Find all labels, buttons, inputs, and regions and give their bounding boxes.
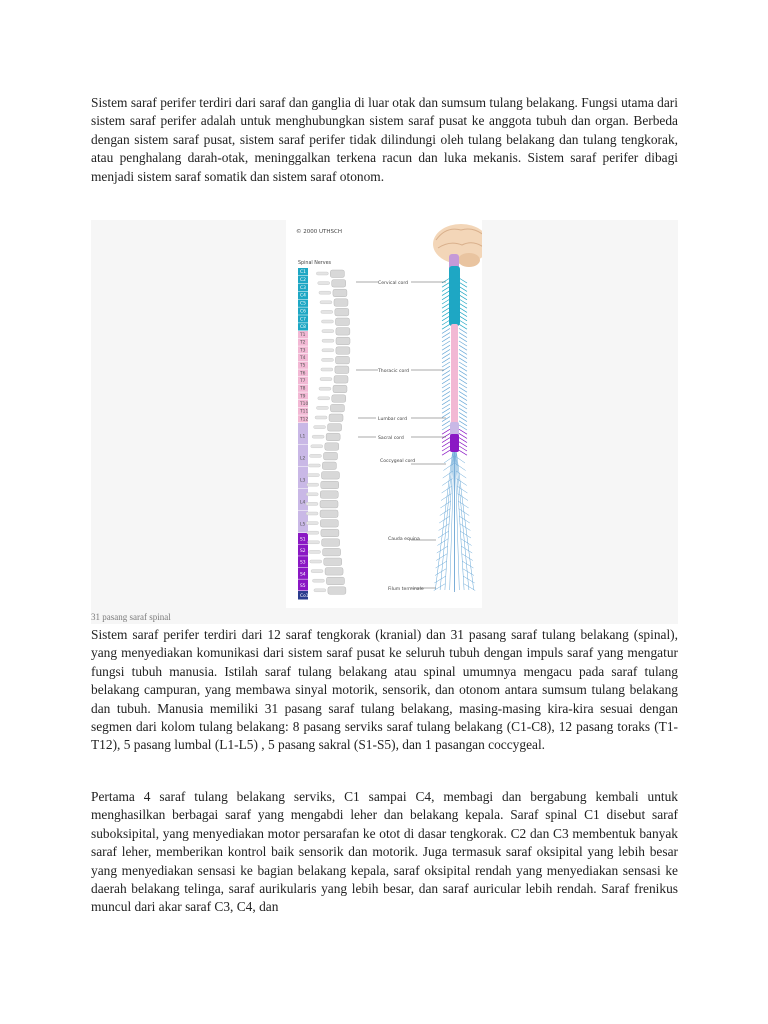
- segment-label-l4: L4: [300, 500, 306, 506]
- segment-label-c5: C5: [300, 301, 306, 307]
- segment-label-l3: L3: [300, 478, 306, 484]
- figure-copyright: © 2000 UTHSCH: [296, 229, 342, 235]
- segment-label-t11: T11: [300, 409, 309, 415]
- paragraph-cervical-nerves: Pertama 4 saraf tulang belakang serviks, C1 sampai C4, membagi dan bergabung kembali untuk menghasilkan berbagai saraf yang mengabdi leher dan belakang kepala. Saraf spinal C1 disebut saraf suboksipital, yang menyediakan motor persarafan ke otot di dasar tengkorak. C2 dan C3 membentuk banyak saraf leher, memberikan kontrol baik sensorik dan motorik. Juga termasuk saraf oksipital yang lebih besar yang menyediakan sensasi ke bagian belakang kepala, saraf oksipital rendah yang menyediakan sensasi ke daerah belakang telinga, saraf aurikularis yang lebih besar, dan saraf auricular lebih rendah. Saraf frenikus muncul dari akar saraf C3, C4, dan: [91, 789, 678, 915]
- spinal-nerves-figure: [286, 220, 482, 608]
- segment-label-c7: C7: [300, 317, 306, 323]
- segment-label-t2: T2: [300, 340, 306, 346]
- vertebral-column: [306, 270, 350, 594]
- spinal-nerves-diagram: [286, 220, 482, 608]
- segment-label-s1: S1: [300, 537, 306, 543]
- segment-label-s4: S4: [300, 572, 306, 578]
- cord-thoracic: [451, 324, 458, 424]
- segment-label-c3: C3: [300, 285, 306, 291]
- segment-label-s5: S5: [300, 583, 306, 589]
- paragraph-spinal-nerves: Sistem saraf perifer terdiri dari 12 saraf tengkorak (kranial) dan 31 pasang saraf tulang belakang (spinal), yang menyediakan komunikasi dari sistem saraf pusat ke seluruh tubuh dengan impuls saraf yang mengatur fungsi tubuh manusia. Istilah saraf tulang belakang atau spinal umumnya mengacu pada saraf tulang belakang campuran, yang membawa sinyal motorik, sensorik, dan otonom antara sumsum tulang belakang dan tubuh. Manusia memiliki 31 pasang saraf tulang belakang, masing-masing kira-kira sesuai dengan segmen dari kolom tulang belakang: 8 pasang serviks saraf tulang belakang (C1-C8), 12 pasang toraks (T1-T12), 5 pasang lumbal (L1-L5) , 5 pasang sakral (S1-S5), dan 1 pasangan coccygeal.: [91, 627, 678, 753]
- segment-label-s3: S3: [300, 560, 306, 566]
- label-thoracic-cord: Thoracic cord: [378, 369, 410, 374]
- segment-label-c1: C1: [300, 270, 306, 276]
- paragraph-intro: Sistem saraf perifer terdiri dari saraf dan ganglia di luar otak dan sumsum tulang belakang. Fungsi utama dari sistem saraf perifer adalah untuk menghubungkan sistem saraf pusat ke anggota tubuh dan organ. Berbeda dengan sistem saraf pusat, sistem saraf perifer tidak dilindungi oleh tulang belakang dan tulang tengkorak, atau penghalang darah-otak, meninggalkan terkena racun dan luka mekanis. Sistem saraf perifer dibagi menjadi sistem saraf somatik dan sistem saraf otonom.: [91, 95, 678, 184]
- segment-label-t7: T7: [300, 378, 306, 384]
- segment-label-t3: T3: [300, 348, 306, 354]
- segment-label-s2: S2: [300, 549, 306, 555]
- segment-label-t5: T5: [300, 363, 306, 369]
- figure-column-header: Spinal Nerves: [298, 261, 332, 266]
- segment-label-l2: L2: [300, 456, 306, 462]
- cord-sacral: [450, 434, 459, 452]
- cord-cervical: [449, 266, 460, 326]
- segment-label-co1: Co1: [300, 593, 309, 599]
- segment-column: [298, 268, 309, 600]
- label-lumbar-cord: Lumbar cord: [378, 417, 408, 422]
- segment-label-c6: C6: [300, 309, 306, 315]
- segment-label-c8: C8: [300, 325, 306, 331]
- segment-label-l5: L5: [300, 522, 306, 528]
- label-cauda-equina: Cauda equina: [388, 537, 420, 542]
- label-sacral-cord: Sacral cord: [378, 436, 404, 441]
- segment-label-l1: L1: [300, 434, 306, 440]
- segment-label-t1: T1: [300, 332, 306, 338]
- figure-caption: 31 pasang saraf spinal: [91, 612, 171, 622]
- label-cervical-cord: Cervical cord: [378, 281, 409, 286]
- label-leaders: [356, 282, 446, 588]
- label-coccygeal-cord: Coccygeal cord: [380, 459, 416, 464]
- brain-illustration: [433, 224, 482, 272]
- segment-label-t8: T8: [300, 386, 306, 392]
- segment-label-t6: T6: [300, 371, 306, 377]
- segment-label-t4: T4: [300, 355, 306, 361]
- segment-label-t12: T12: [300, 417, 309, 423]
- segment-label-t9: T9: [300, 394, 306, 400]
- label-filum-terminale: Filum terminale: [388, 587, 424, 592]
- segment-label-c2: C2: [300, 277, 306, 283]
- segment-label-c4: C4: [300, 293, 306, 299]
- segment-label-t10: T10: [300, 401, 309, 407]
- cord-labels: [377, 280, 424, 592]
- cord-lumbar: [450, 422, 459, 436]
